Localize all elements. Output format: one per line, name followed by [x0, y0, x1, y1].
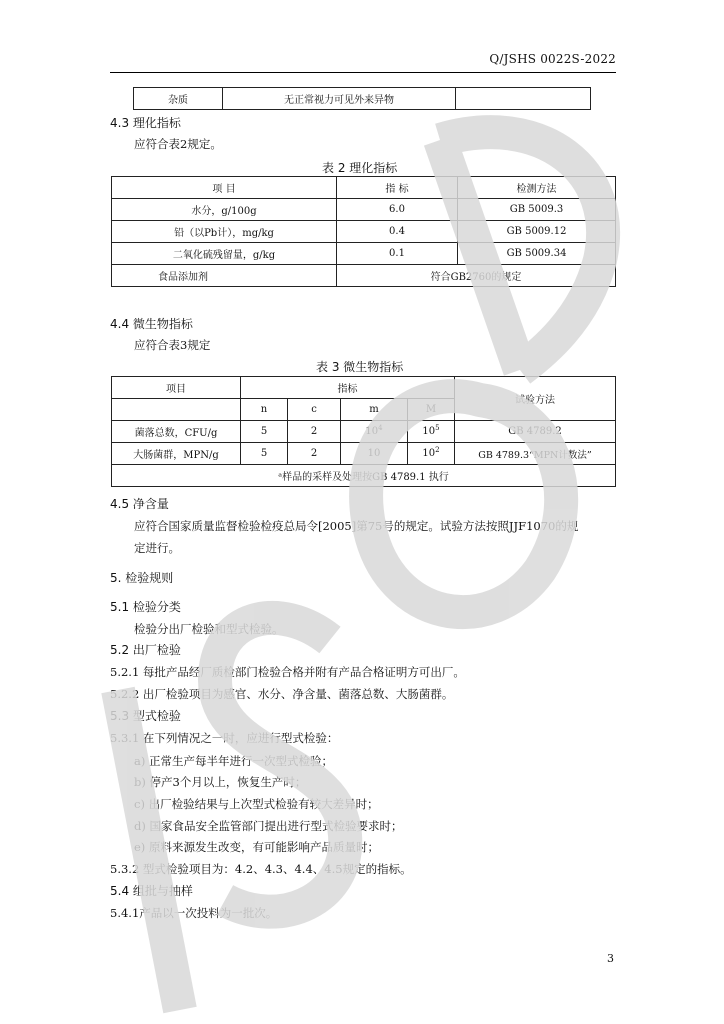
section-4-4-text: 应符合表3规定: [134, 338, 211, 352]
document-code: Q/JSHS 0022S-2022: [489, 52, 616, 66]
table-cell: 6.0: [337, 199, 458, 221]
table-header-n: n: [241, 399, 288, 421]
table-header-method: 检测方法: [458, 177, 616, 199]
table-cell: 2: [288, 443, 341, 465]
table-cell: 无正常视力可见外来异物: [223, 88, 456, 110]
table-row: [112, 265, 616, 287]
section-5-2-title: 5.2 出厂检验: [110, 643, 181, 657]
section-4-5-line-1: 应符合国家质量监督检验检疫总局令[2005]第75号的规定。试验方法按照JJF1070的规: [134, 519, 579, 533]
section-4-5-line-2: 定进行。: [134, 541, 180, 555]
table-row: [112, 377, 616, 399]
table-row: [112, 199, 616, 221]
table-cell: 2: [288, 421, 341, 443]
table-row: [112, 465, 616, 487]
table-note: ᵃ样品的采样及处理按GB 4789.1 执行: [112, 465, 616, 487]
table-cell: GB 5009.3: [458, 199, 616, 221]
value-base: 10: [365, 426, 379, 437]
table-cell: [341, 443, 408, 465]
table-header-m: m: [341, 399, 408, 421]
table-row: [134, 88, 591, 110]
table-header-M: M: [408, 399, 455, 421]
table-cell: 0.1: [337, 243, 458, 265]
physicochemical-table: [111, 176, 616, 287]
section-5-4-1: 5.4.1产品以一次投料为一批次。: [110, 906, 278, 920]
table-cell: GB 5009.34: [458, 243, 616, 265]
table-cell: [408, 421, 455, 443]
section-4-3-title: 4.3 理化指标: [110, 116, 181, 130]
section-4-4-title: 4.4 微生物指标: [110, 317, 193, 331]
table-cell: 5: [241, 421, 288, 443]
value-exponent: 2: [435, 446, 440, 454]
table-cell: 食品添加剂: [112, 265, 337, 287]
table-row: [112, 421, 616, 443]
list-item: c) 出厂检验结果与上次型式检验有较大差异时；: [134, 797, 379, 811]
table-2-caption: 表 2 理化指标: [322, 161, 398, 175]
table-cell: GB 4789.2: [455, 421, 616, 443]
table-header-c: c: [288, 399, 341, 421]
impurity-table: [133, 87, 591, 110]
table-header-item: 项 目: [112, 177, 337, 199]
section-5-3-title: 5.3 型式检验: [110, 709, 181, 723]
list-item: a) 正常生产每半年进行一次型式检验；: [134, 754, 333, 768]
table-row: [112, 243, 616, 265]
table-cell: [341, 421, 408, 443]
value-base: 10: [422, 426, 436, 437]
list-item: e) 原料来源发生改变，有可能影响产品质量时；: [134, 840, 379, 854]
table-cell: 5: [241, 443, 288, 465]
section-5-1-title: 5.1 检验分类: [110, 600, 181, 614]
section-4-3-text: 应符合表2规定。: [134, 137, 222, 151]
page-number: 3: [607, 952, 614, 965]
section-5-1-text: 检验分出厂检验和型式检验。: [134, 622, 284, 636]
section-4-5-title: 4.5 净含量: [110, 497, 169, 511]
table-cell: 大肠菌群，MPN/g: [112, 443, 241, 465]
table-cell: GB 4789.3“MPN计数法”: [455, 443, 616, 465]
value-base: 10: [422, 448, 436, 459]
table-cell: 水分，g/100g: [112, 199, 337, 221]
table-cell: 铅（以Pb计），mg/kg: [112, 221, 337, 243]
table-cell: 二氧化硫残留量，g/kg: [112, 243, 337, 265]
section-5-3-1: 5.3.1 在下列情况之一时，应进行型式检验：: [110, 731, 339, 745]
table-cell: [408, 443, 455, 465]
table-header-indicator: 指 标: [337, 177, 458, 199]
table-header-indicator: 指标: [241, 377, 455, 399]
value-base: 10: [367, 448, 381, 459]
section-5-2-2: 5.2.2 出厂检验项目为感官、水分、净含量、菌落总数、大肠菌群。: [110, 687, 454, 701]
table-row: [112, 443, 616, 465]
table-row: [112, 177, 616, 199]
microbiology-table: [111, 376, 616, 487]
table-cell: 符合GB2760的规定: [337, 265, 616, 287]
table-header-item: 项目: [112, 377, 241, 399]
section-5-title: 5. 检验规则: [110, 571, 174, 585]
value-exponent: 4: [378, 424, 383, 432]
section-5-4-title: 5.4 组批与抽样: [110, 884, 193, 898]
table-cell: [112, 399, 241, 421]
table-cell: 0.4: [337, 221, 458, 243]
table-3-caption: 表 3 微生物指标: [316, 360, 404, 374]
section-5-2-1: 5.2.1 每批产品经厂质检部门检验合格并附有产品合格证明方可出厂。: [110, 665, 465, 679]
table-cell: GB 5009.12: [458, 221, 616, 243]
table-row: [112, 221, 616, 243]
section-5-3-2: 5.3.2 型式检验项目为：4.2、4.3、4.4、4.5规定的指标。: [110, 862, 412, 876]
table-header-method: 试验方法: [455, 377, 616, 421]
list-item: d) 国家食品安全监管部门提出进行型式检验要求时；: [134, 819, 403, 833]
list-item: b) 停产3个月以上，恢复生产时；: [134, 775, 307, 789]
value-exponent: 5: [435, 424, 440, 432]
table-cell: 菌落总数，CFU/g: [112, 421, 241, 443]
table-cell: [456, 88, 591, 110]
table-cell: 杂质: [134, 88, 223, 110]
header-rule: [110, 72, 616, 73]
